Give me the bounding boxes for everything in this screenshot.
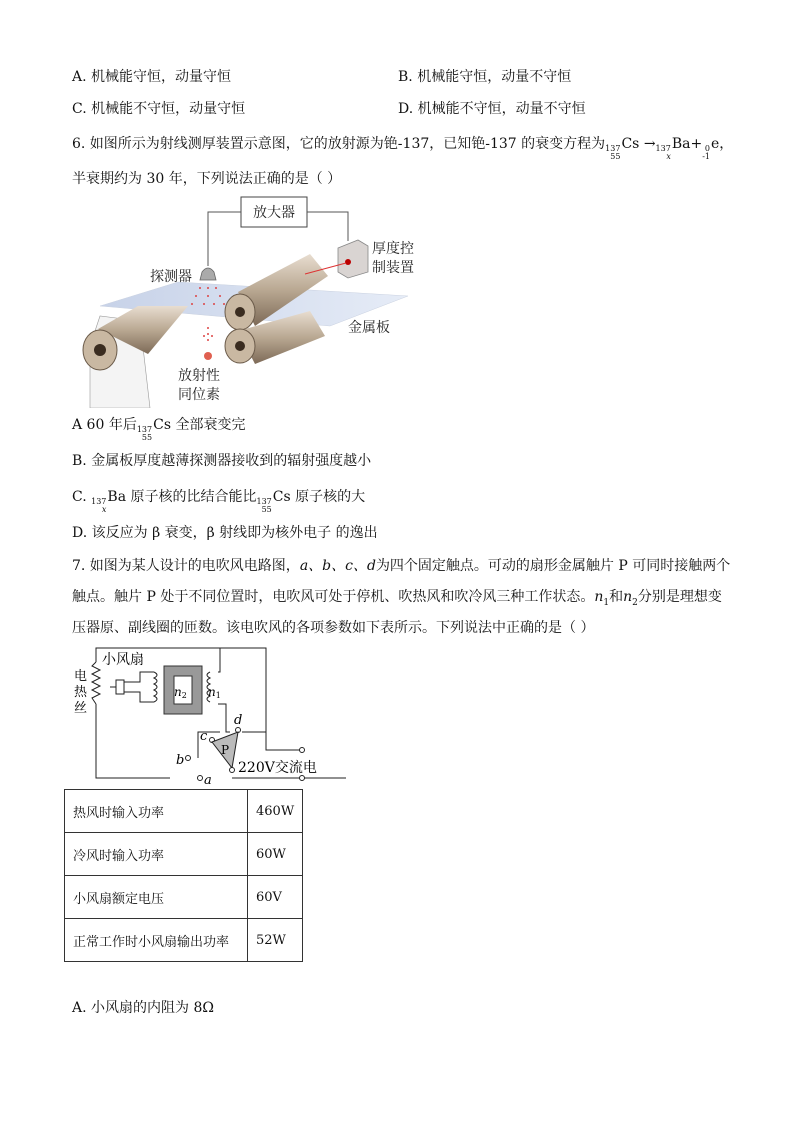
- fan-label: 小风扇: [102, 652, 144, 668]
- control-label-1: 厚度控: [372, 241, 414, 257]
- n2-label: n2: [174, 685, 187, 700]
- q6-eq-e: e: [711, 136, 720, 152]
- param-name: 正常工作时小风扇输出功率: [65, 919, 248, 962]
- q6-eq-e-iso: 0 -1: [702, 144, 710, 161]
- table-row: [65, 833, 303, 876]
- q6-option-c: C. 137 x Ba 原子核的比结合能比 137 55 Cs 原子核的大: [72, 489, 366, 514]
- param-name: 热风时输入功率: [65, 790, 248, 833]
- plate-label: 金属板: [348, 320, 390, 336]
- heater-label-1: 电: [74, 669, 88, 684]
- q6-option-a: A 60 年后 137 55 Cs 全部衰变完: [72, 417, 246, 442]
- param-value: 460W: [248, 790, 303, 833]
- q5-option-b: B. 机械能守恒，动量不守恒: [398, 69, 572, 85]
- q6-eq-ba: Ba+: [671, 136, 703, 152]
- q5-option-c: C. 机械能不守恒，动量守恒: [72, 101, 246, 117]
- parameter-table: [64, 789, 303, 962]
- param-value: 60W: [248, 833, 303, 876]
- param-value: 60V: [248, 876, 303, 919]
- q7-option-a: A. 小风扇的内阻为 8Ω: [72, 1000, 214, 1016]
- heater-label-3: 丝: [74, 701, 88, 716]
- q6-option-d: D. 该反应为 β 衰变，β 射线即为核外电子 的逸出: [72, 525, 378, 541]
- contact-a: [198, 776, 203, 781]
- label-a: a: [204, 773, 212, 788]
- fan-motor: [116, 680, 124, 694]
- q6-stem-line1: 6. 如图所示为射线测厚装置示意图，它的放射源为铯-137，已知铯-137 的衰变方程为 137 55 Cs → 137 x Ba+ 0 -1 e，: [72, 136, 734, 161]
- q7-stem-line1: 7. 如图为某人设计的电吹风电路图，a、b、c、d为四个固定触点。可动的扇形金属触片 P 可同时接触两个: [72, 558, 731, 574]
- param-name: 冷风时输入功率: [65, 833, 248, 876]
- heater-coil: [92, 662, 100, 704]
- q7-stem-line2: 触点。触片 P 处于不同位置时，电吹风可处于停机、吹热风和吹冷风三种工作状态。$n_1$和$n_2$分别是理想变: [72, 589, 722, 608]
- q5-option-a: A. 机械能守恒，动量守恒: [72, 69, 232, 85]
- coil-n2: [154, 672, 157, 702]
- hair-dryer-circuit: [70, 642, 352, 788]
- heater-label-2: 热: [74, 685, 88, 700]
- q6-stem-text: 6. 如图所示为射线测厚装置示意图，它的放射源为铯-137，已知铯-137 的衰变方程为: [72, 136, 606, 152]
- supply-label: 220V交流电: [238, 760, 317, 776]
- amplifier-label: 放大器: [253, 205, 295, 221]
- label-p: P: [221, 743, 230, 757]
- param-name: 小风扇额定电压: [65, 876, 248, 919]
- label-b: b: [176, 753, 185, 768]
- table-row: [65, 919, 303, 962]
- detector-wire: [208, 212, 241, 266]
- label-c: c: [200, 729, 208, 744]
- q6-eq-ba-iso: 137 x: [655, 144, 671, 161]
- q6-stem-line2: 半衰期约为 30 年，下列说法正确的是（ ）: [72, 171, 342, 187]
- q6-option-b: B. 金属板厚度越薄探测器接收到的辐射强度越小: [72, 453, 372, 469]
- contact-b: [186, 756, 191, 761]
- detector-icon: [200, 268, 216, 280]
- q6-eq-cs-iso: 137 55: [605, 144, 621, 161]
- detector-label: 探测器: [150, 269, 192, 285]
- param-value: 52W: [248, 919, 303, 962]
- source-icon: [204, 352, 212, 360]
- table-row: [65, 790, 303, 833]
- label-d: d: [234, 713, 243, 728]
- q6-eq-cs: Cs: [621, 136, 640, 152]
- source-label-1: 放射性: [178, 368, 220, 384]
- q5-option-d: D. 机械能不守恒，动量不守恒: [398, 101, 586, 117]
- table-row: [65, 876, 303, 919]
- thickness-gauge-figure: [80, 196, 425, 408]
- q7-stem-line3: 压器原、副线圈的匝数。该电吹风的各项参数如下表所示。下列说法中正确的是（ ）: [72, 620, 595, 636]
- source-label-2: 同位素: [178, 387, 220, 403]
- control-wire: [307, 212, 348, 241]
- q6-eq-arrow: →: [643, 136, 656, 152]
- n1-label: n1: [208, 685, 221, 700]
- control-box: [338, 240, 368, 278]
- control-label-2: 制装置: [372, 260, 414, 276]
